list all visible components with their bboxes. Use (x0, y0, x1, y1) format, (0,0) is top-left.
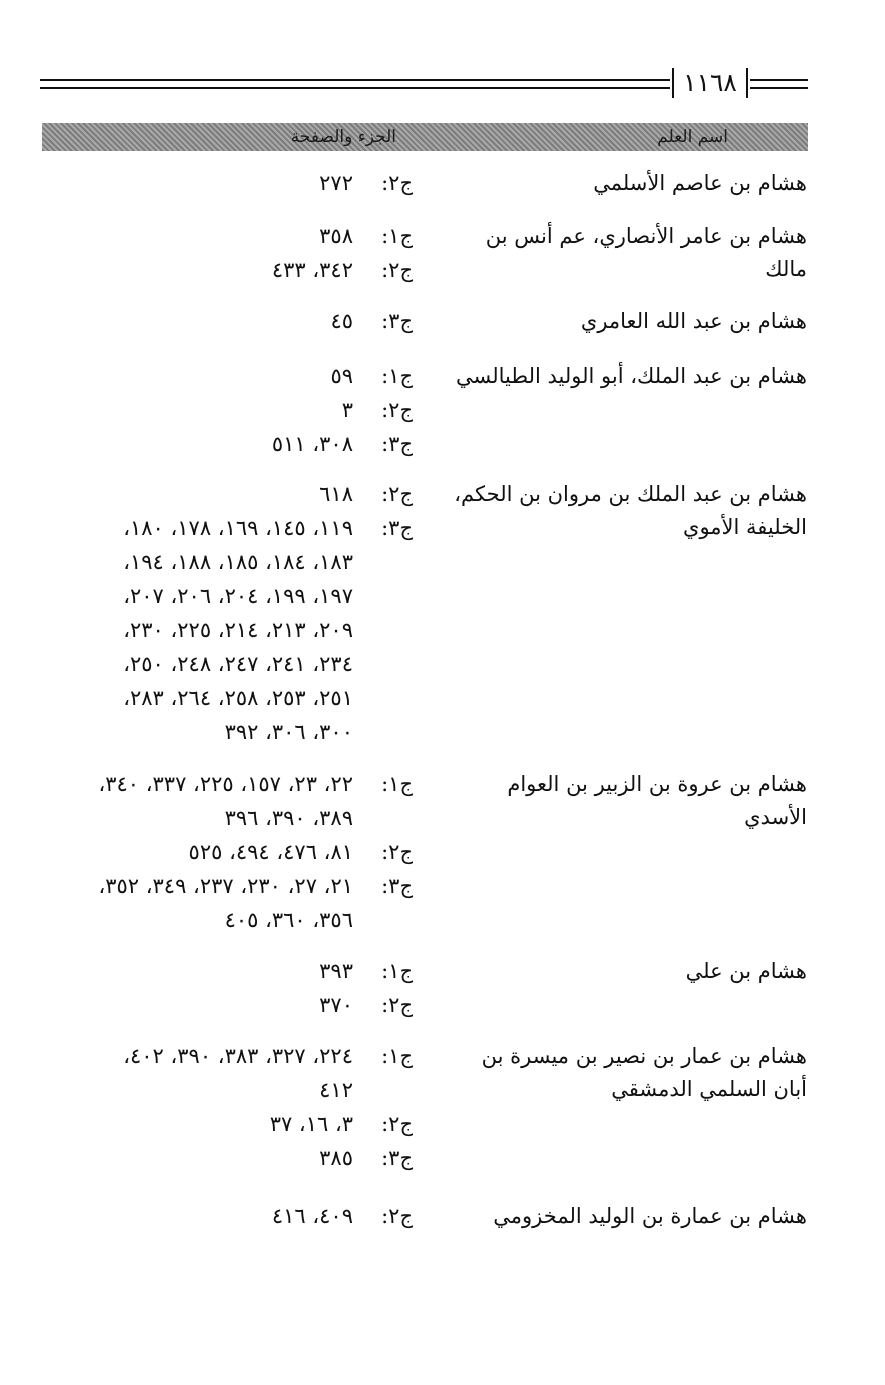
volume-label: ج٢: (381, 1204, 413, 1228)
volume-label: ج٢: (381, 840, 413, 864)
page-list: ٣٠٠، ٣٠٦، ٣٩٢ (224, 720, 353, 744)
entry-references (33, 305, 413, 339)
volume-label: ج٢: (381, 258, 413, 282)
page-list: ٢٣٤، ٢٤١، ٢٤٧، ٢٤٨، ٢٥٠، (123, 652, 353, 676)
header-rule-divider (746, 68, 748, 98)
entry-name: هشام بن عبد الله العامري (580, 309, 807, 333)
entry-references (33, 1040, 413, 1176)
page-list: ٥٩ (330, 364, 353, 388)
reference-line (33, 989, 413, 1023)
reference-line (33, 220, 413, 254)
reference-line (33, 870, 413, 904)
reference-line (33, 428, 413, 462)
entry-references (33, 167, 413, 201)
reference-line (33, 478, 413, 512)
reference-line (33, 955, 413, 989)
page-list: ٤٠٩، ٤١٦ (271, 1204, 353, 1228)
volume-label: ج١: (381, 959, 413, 983)
reference-line (33, 1040, 413, 1074)
page-list: ٣٩٣ (319, 959, 353, 983)
volume-label: ج٣: (381, 874, 413, 898)
page-list: ٣٥٦، ٣٦٠، ٤٠٥ (224, 908, 353, 932)
entry-references (33, 768, 413, 938)
reference-line (33, 254, 413, 288)
entry-name: هشام بن عروة بن الزبير بن العوام الأسدي (507, 772, 807, 829)
page-list: ٣٤٢، ٤٣٣ (271, 258, 353, 282)
page-list: ١٩٧، ١٩٩، ٢٠٤، ٢٠٦، ٢٠٧، (123, 584, 353, 608)
entry-name: هشام بن عمار بن نصير بن ميسرة بن أبان السلمي الدمشقي (481, 1044, 807, 1101)
entry-name: هشام بن عبد الملك، أبو الوليد الطيالسي (456, 364, 807, 388)
volume-label: ج٢: (381, 1112, 413, 1136)
page-list: ٨١، ٤٧٦، ٤٩٤، ٥٢٥ (188, 840, 353, 864)
entry-name: هشام بن عمارة بن الوليد المخزومي (493, 1204, 807, 1228)
reference-continuation (33, 1074, 413, 1108)
page-list: ٢٧٢ (319, 171, 353, 195)
page-list: ٢٥١، ٢٥٣، ٢٥٨، ٢٦٤، ٢٨٣، (123, 686, 353, 710)
entry-references (33, 360, 413, 462)
header-rule-left (40, 79, 670, 89)
page-list: ١١٩، ١٤٥، ١٦٩، ١٧٨، ١٨٠، (123, 516, 353, 540)
page-list: ٢١، ٢٧، ٢٣٠، ٢٣٧، ٣٤٩، ٣٥٢، (98, 874, 353, 898)
entry-references (33, 955, 413, 1023)
reference-line (33, 360, 413, 394)
volume-label: ج١: (381, 364, 413, 388)
page-list: ٤٥ (330, 309, 353, 333)
entry-references (33, 220, 413, 288)
page-list: ٢٠٩، ٢١٣، ٢١٤، ٢٢٥، ٢٣٠، (123, 618, 353, 642)
page-list: ١٨٣، ١٨٤، ١٨٥، ١٨٨، ١٩٤، (123, 550, 353, 574)
reference-continuation (33, 716, 413, 750)
page-list: ٣، ١٦، ٣٧ (269, 1112, 353, 1136)
page-list: ٣٥٨ (319, 224, 353, 248)
reference-line (33, 305, 413, 339)
entry-name: هشام بن علي (685, 959, 807, 983)
volume-label: ج١: (381, 1044, 413, 1068)
entry-name: هشام بن عبد الملك بن مروان بن الحكم، الخليفة الأموي (454, 482, 807, 539)
reference-line (33, 512, 413, 546)
reference-continuation (33, 648, 413, 682)
volume-label: ج١: (381, 772, 413, 796)
page-list: ٢٢٤، ٣٢٧، ٣٨٣، ٣٩٠، ٤٠٢، (123, 1044, 353, 1068)
volume-label: ج٢: (381, 482, 413, 506)
volume-label: ج٣: (381, 516, 413, 540)
reference-continuation (33, 580, 413, 614)
reference-continuation (33, 614, 413, 648)
reference-continuation (33, 682, 413, 716)
page-header (40, 68, 808, 102)
entry-references (33, 478, 413, 750)
reference-line (33, 167, 413, 201)
reference-line (33, 1142, 413, 1176)
entry-references (33, 1200, 413, 1234)
reference-continuation (33, 546, 413, 580)
volume-label: ج٣: (381, 432, 413, 456)
reference-line (33, 1108, 413, 1142)
reference-line (33, 768, 413, 802)
page-list: ٣٨٩، ٣٩٠، ٣٩٦ (224, 806, 353, 830)
page-list: ٣٧٠ (319, 993, 353, 1017)
entry-name: هشام بن عاصم الأسلمي (593, 171, 807, 195)
page-number: ١١٦٨ (683, 68, 737, 97)
page-list: ٣٠٨، ٥١١ (271, 432, 353, 456)
volume-label: ج٣: (381, 1146, 413, 1170)
volume-label: ج١: (381, 224, 413, 248)
reference-line (33, 836, 413, 870)
column-header-band (42, 123, 808, 151)
volume-label: ج٢: (381, 398, 413, 422)
reference-continuation (33, 904, 413, 938)
page-list: ٤١٢ (319, 1078, 353, 1102)
volume-label: ج٢: (381, 171, 413, 195)
column-header-name: اسم العلم (657, 127, 728, 147)
header-rule-right (750, 79, 808, 89)
reference-continuation (33, 802, 413, 836)
entry-name: هشام بن عامر الأنصاري، عم أنس بن مالك (485, 224, 807, 281)
volume-label: ج٢: (381, 993, 413, 1017)
column-header-reference: الجزء والصفحة (290, 127, 396, 147)
page-list: ٣٨٥ (319, 1146, 353, 1170)
reference-line (33, 1200, 413, 1234)
reference-line (33, 394, 413, 428)
page-list: ٢٢، ٢٣، ١٥٧، ٢٢٥، ٣٣٧، ٣٤٠، (98, 772, 353, 796)
page-list: ٣ (341, 398, 353, 422)
volume-label: ج٣: (381, 309, 413, 333)
page-list: ٦١٨ (319, 482, 353, 506)
